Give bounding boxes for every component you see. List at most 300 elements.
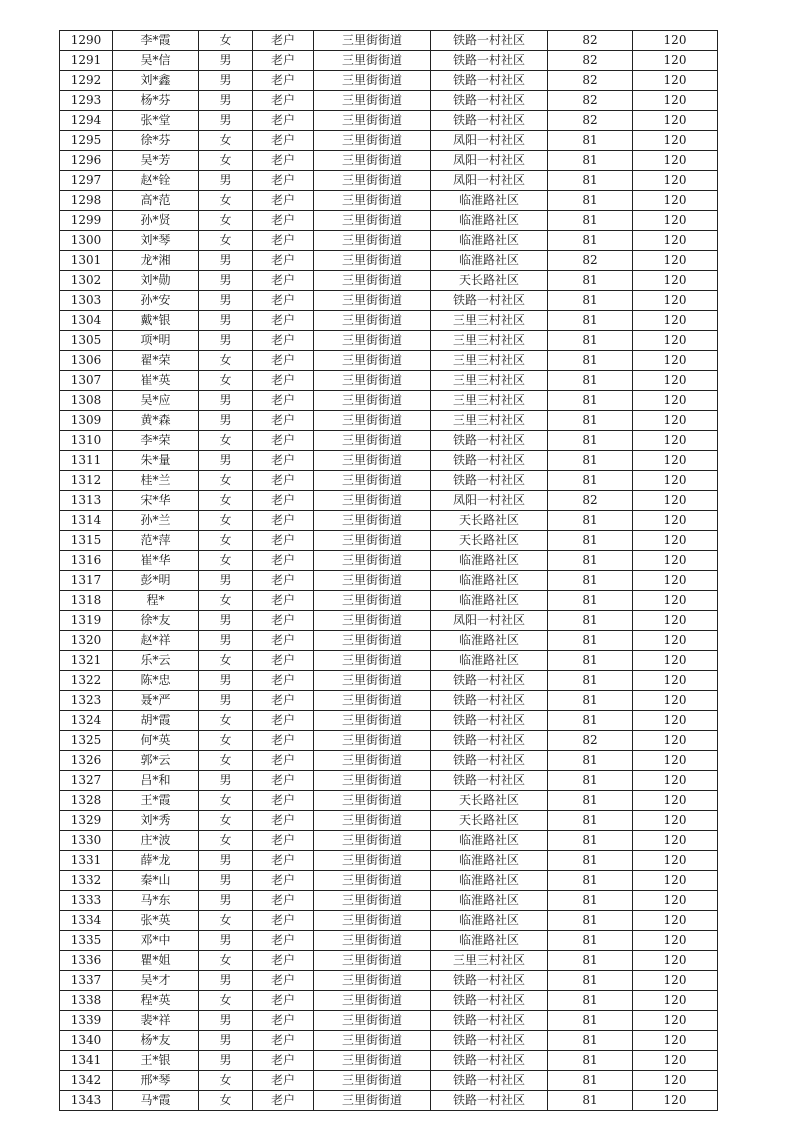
cell-type: 老户 [253, 1071, 314, 1091]
cell-type: 老户 [253, 951, 314, 971]
cell-amount: 120 [633, 771, 718, 791]
cell-gender: 女 [199, 791, 253, 811]
table-row [60, 91, 718, 111]
cell-id: 1307 [60, 371, 113, 391]
cell-street: 三里街街道 [314, 491, 431, 511]
cell-amount: 120 [633, 211, 718, 231]
cell-id: 1297 [60, 171, 113, 191]
cell-street: 三里街街道 [314, 691, 431, 711]
cell-street: 三里街街道 [314, 591, 431, 611]
roster-table [59, 30, 718, 1111]
cell-amount: 120 [633, 591, 718, 611]
cell-name: 吕*和 [113, 771, 199, 791]
table-row [60, 491, 718, 511]
cell-street: 三里街街道 [314, 911, 431, 931]
cell-gender: 女 [199, 711, 253, 731]
cell-street: 三里街街道 [314, 311, 431, 331]
cell-gender: 女 [199, 371, 253, 391]
cell-amount: 120 [633, 371, 718, 391]
table-row [60, 751, 718, 771]
cell-street: 三里街街道 [314, 1051, 431, 1071]
cell-name: 刘*鑫 [113, 71, 199, 91]
cell-amount: 120 [633, 571, 718, 591]
cell-name: 崔*华 [113, 551, 199, 571]
cell-type: 老户 [253, 71, 314, 91]
cell-gender: 女 [199, 991, 253, 1011]
cell-name: 程* [113, 591, 199, 611]
cell-age: 81 [548, 1011, 633, 1031]
cell-type: 老户 [253, 91, 314, 111]
cell-amount: 120 [633, 831, 718, 851]
table-row [60, 1031, 718, 1051]
cell-name: 徐*友 [113, 611, 199, 631]
cell-community: 铁路一村社区 [431, 751, 548, 771]
cell-community: 三里三村社区 [431, 311, 548, 331]
cell-gender: 女 [199, 751, 253, 771]
cell-id: 1300 [60, 231, 113, 251]
cell-type: 老户 [253, 851, 314, 871]
cell-street: 三里街街道 [314, 731, 431, 751]
cell-type: 老户 [253, 551, 314, 571]
cell-community: 三里三村社区 [431, 331, 548, 351]
cell-id: 1292 [60, 71, 113, 91]
cell-street: 三里街街道 [314, 351, 431, 371]
cell-id: 1329 [60, 811, 113, 831]
cell-amount: 120 [633, 331, 718, 351]
cell-community: 铁路一村社区 [431, 671, 548, 691]
cell-id: 1317 [60, 571, 113, 591]
cell-community: 铁路一村社区 [431, 711, 548, 731]
cell-id: 1335 [60, 931, 113, 951]
cell-gender: 男 [199, 291, 253, 311]
cell-age: 81 [548, 311, 633, 331]
cell-gender: 女 [199, 151, 253, 171]
cell-name: 胡*霞 [113, 711, 199, 731]
cell-name: 孙*兰 [113, 511, 199, 531]
cell-amount: 120 [633, 791, 718, 811]
cell-age: 81 [548, 971, 633, 991]
cell-type: 老户 [253, 31, 314, 51]
cell-name: 杨*友 [113, 1031, 199, 1051]
cell-gender: 女 [199, 831, 253, 851]
cell-age: 81 [548, 531, 633, 551]
cell-community: 铁路一村社区 [431, 431, 548, 451]
cell-community: 天长路社区 [431, 271, 548, 291]
cell-amount: 120 [633, 931, 718, 951]
cell-community: 凤阳一村社区 [431, 151, 548, 171]
cell-street: 三里街街道 [314, 1071, 431, 1091]
table-row [60, 311, 718, 331]
cell-amount: 120 [633, 991, 718, 1011]
cell-amount: 120 [633, 711, 718, 731]
table-row [60, 411, 718, 431]
cell-amount: 120 [633, 171, 718, 191]
cell-amount: 120 [633, 451, 718, 471]
cell-type: 老户 [253, 771, 314, 791]
cell-type: 老户 [253, 271, 314, 291]
cell-age: 82 [548, 111, 633, 131]
table-row [60, 951, 718, 971]
cell-community: 铁路一村社区 [431, 1071, 548, 1091]
cell-gender: 女 [199, 1091, 253, 1111]
cell-age: 81 [548, 291, 633, 311]
cell-street: 三里街街道 [314, 891, 431, 911]
cell-street: 三里街街道 [314, 131, 431, 151]
cell-name: 裴*祥 [113, 1011, 199, 1031]
cell-name: 吴*芳 [113, 151, 199, 171]
cell-id: 1321 [60, 651, 113, 671]
cell-community: 临淮路社区 [431, 231, 548, 251]
table-row [60, 811, 718, 831]
cell-street: 三里街街道 [314, 211, 431, 231]
cell-street: 三里街街道 [314, 451, 431, 471]
cell-type: 老户 [253, 671, 314, 691]
cell-age: 81 [548, 911, 633, 931]
cell-name: 彭*明 [113, 571, 199, 591]
cell-name: 刘*琴 [113, 231, 199, 251]
cell-gender: 男 [199, 1011, 253, 1031]
cell-gender: 男 [199, 931, 253, 951]
cell-street: 三里街街道 [314, 971, 431, 991]
cell-type: 老户 [253, 1091, 314, 1111]
cell-amount: 120 [633, 911, 718, 931]
cell-age: 81 [548, 511, 633, 531]
cell-age: 81 [548, 431, 633, 451]
cell-id: 1299 [60, 211, 113, 231]
cell-id: 1339 [60, 1011, 113, 1031]
cell-age: 81 [548, 751, 633, 771]
cell-street: 三里街街道 [314, 831, 431, 851]
cell-age: 81 [548, 891, 633, 911]
cell-name: 龙*湘 [113, 251, 199, 271]
cell-amount: 120 [633, 31, 718, 51]
cell-amount: 120 [633, 1051, 718, 1071]
cell-age: 82 [548, 51, 633, 71]
cell-amount: 120 [633, 871, 718, 891]
cell-gender: 女 [199, 31, 253, 51]
cell-gender: 男 [199, 91, 253, 111]
table-row [60, 171, 718, 191]
cell-age: 81 [548, 571, 633, 591]
cell-name: 宋*华 [113, 491, 199, 511]
cell-gender: 男 [199, 631, 253, 651]
cell-amount: 120 [633, 631, 718, 651]
cell-id: 1302 [60, 271, 113, 291]
cell-name: 赵*铨 [113, 171, 199, 191]
cell-community: 铁路一村社区 [431, 51, 548, 71]
cell-type: 老户 [253, 911, 314, 931]
cell-id: 1308 [60, 391, 113, 411]
cell-street: 三里街街道 [314, 391, 431, 411]
cell-id: 1309 [60, 411, 113, 431]
cell-amount: 120 [633, 511, 718, 531]
table-row [60, 71, 718, 91]
cell-community: 铁路一村社区 [431, 471, 548, 491]
cell-gender: 男 [199, 611, 253, 631]
cell-age: 81 [548, 671, 633, 691]
table-row [60, 51, 718, 71]
cell-id: 1290 [60, 31, 113, 51]
cell-street: 三里街街道 [314, 231, 431, 251]
cell-community: 铁路一村社区 [431, 1011, 548, 1031]
table-row [60, 591, 718, 611]
cell-community: 临淮路社区 [431, 591, 548, 611]
cell-gender: 女 [199, 651, 253, 671]
table-row [60, 131, 718, 151]
cell-community: 临淮路社区 [431, 891, 548, 911]
cell-street: 三里街街道 [314, 271, 431, 291]
cell-name: 陈*忠 [113, 671, 199, 691]
cell-amount: 120 [633, 751, 718, 771]
table-row [60, 111, 718, 131]
cell-amount: 120 [633, 51, 718, 71]
cell-age: 81 [548, 951, 633, 971]
table-row [60, 291, 718, 311]
cell-type: 老户 [253, 931, 314, 951]
cell-age: 81 [548, 331, 633, 351]
cell-community: 铁路一村社区 [431, 731, 548, 751]
cell-age: 81 [548, 191, 633, 211]
cell-id: 1342 [60, 1071, 113, 1091]
cell-gender: 男 [199, 391, 253, 411]
cell-age: 81 [548, 231, 633, 251]
cell-gender: 女 [199, 491, 253, 511]
cell-street: 三里街街道 [314, 531, 431, 551]
cell-gender: 女 [199, 591, 253, 611]
table-row [60, 191, 718, 211]
cell-age: 81 [548, 391, 633, 411]
cell-gender: 女 [199, 351, 253, 371]
cell-street: 三里街街道 [314, 611, 431, 631]
cell-id: 1298 [60, 191, 113, 211]
table-row [60, 451, 718, 471]
cell-community: 三里三村社区 [431, 951, 548, 971]
table-row [60, 611, 718, 631]
cell-id: 1303 [60, 291, 113, 311]
cell-amount: 120 [633, 551, 718, 571]
cell-community: 三里三村社区 [431, 351, 548, 371]
table-row [60, 151, 718, 171]
table-row [60, 1051, 718, 1071]
cell-id: 1330 [60, 831, 113, 851]
table-row [60, 791, 718, 811]
cell-street: 三里街街道 [314, 951, 431, 971]
table-row [60, 711, 718, 731]
cell-amount: 120 [633, 291, 718, 311]
cell-type: 老户 [253, 971, 314, 991]
cell-street: 三里街街道 [314, 671, 431, 691]
cell-id: 1305 [60, 331, 113, 351]
cell-community: 三里三村社区 [431, 371, 548, 391]
cell-id: 1310 [60, 431, 113, 451]
table-row [60, 471, 718, 491]
cell-gender: 女 [199, 951, 253, 971]
cell-amount: 120 [633, 431, 718, 451]
cell-street: 三里街街道 [314, 791, 431, 811]
cell-street: 三里街街道 [314, 91, 431, 111]
cell-id: 1314 [60, 511, 113, 531]
cell-community: 铁路一村社区 [431, 31, 548, 51]
cell-gender: 女 [199, 211, 253, 231]
cell-type: 老户 [253, 871, 314, 891]
cell-gender: 男 [199, 871, 253, 891]
cell-name: 杨*芬 [113, 91, 199, 111]
cell-gender: 女 [199, 231, 253, 251]
table-row [60, 571, 718, 591]
cell-age: 81 [548, 411, 633, 431]
cell-community: 铁路一村社区 [431, 91, 548, 111]
cell-name: 王*银 [113, 1051, 199, 1071]
cell-id: 1295 [60, 131, 113, 151]
cell-community: 铁路一村社区 [431, 691, 548, 711]
cell-gender: 男 [199, 111, 253, 131]
table-row [60, 651, 718, 671]
cell-type: 老户 [253, 811, 314, 831]
cell-name: 孙*安 [113, 291, 199, 311]
cell-id: 1315 [60, 531, 113, 551]
cell-name: 高*范 [113, 191, 199, 211]
cell-age: 82 [548, 71, 633, 91]
roster-body [60, 31, 718, 1111]
cell-name: 刘*秀 [113, 811, 199, 831]
cell-street: 三里街街道 [314, 251, 431, 271]
cell-id: 1291 [60, 51, 113, 71]
table-row [60, 211, 718, 231]
cell-amount: 120 [633, 731, 718, 751]
table-row [60, 271, 718, 291]
cell-amount: 120 [633, 91, 718, 111]
cell-type: 老户 [253, 371, 314, 391]
cell-id: 1331 [60, 851, 113, 871]
cell-type: 老户 [253, 411, 314, 431]
cell-community: 临淮路社区 [431, 571, 548, 591]
cell-street: 三里街街道 [314, 71, 431, 91]
cell-name: 邓*中 [113, 931, 199, 951]
table-row [60, 871, 718, 891]
cell-name: 张*英 [113, 911, 199, 931]
cell-gender: 男 [199, 71, 253, 91]
cell-age: 81 [548, 871, 633, 891]
cell-street: 三里街街道 [314, 711, 431, 731]
cell-name: 李*荣 [113, 431, 199, 451]
cell-community: 临淮路社区 [431, 631, 548, 651]
cell-id: 1323 [60, 691, 113, 711]
cell-amount: 120 [633, 891, 718, 911]
cell-age: 81 [548, 931, 633, 951]
cell-gender: 女 [199, 511, 253, 531]
cell-name: 朱*量 [113, 451, 199, 471]
cell-street: 三里街街道 [314, 51, 431, 71]
cell-amount: 120 [633, 1091, 718, 1111]
cell-street: 三里街街道 [314, 631, 431, 651]
cell-amount: 120 [633, 391, 718, 411]
table-row [60, 931, 718, 951]
cell-street: 三里街街道 [314, 371, 431, 391]
cell-community: 铁路一村社区 [431, 991, 548, 1011]
cell-community: 临淮路社区 [431, 831, 548, 851]
cell-id: 1343 [60, 1091, 113, 1111]
cell-gender: 男 [199, 671, 253, 691]
cell-age: 81 [548, 1031, 633, 1051]
cell-id: 1296 [60, 151, 113, 171]
cell-type: 老户 [253, 751, 314, 771]
cell-street: 三里街街道 [314, 871, 431, 891]
cell-type: 老户 [253, 171, 314, 191]
table-row [60, 631, 718, 651]
cell-street: 三里街街道 [314, 651, 431, 671]
cell-gender: 女 [199, 431, 253, 451]
cell-type: 老户 [253, 391, 314, 411]
table-row [60, 991, 718, 1011]
cell-id: 1320 [60, 631, 113, 651]
cell-type: 老户 [253, 51, 314, 71]
cell-gender: 男 [199, 771, 253, 791]
table-row [60, 1011, 718, 1031]
cell-community: 临淮路社区 [431, 931, 548, 951]
cell-type: 老户 [253, 1051, 314, 1071]
cell-type: 老户 [253, 791, 314, 811]
cell-type: 老户 [253, 571, 314, 591]
cell-id: 1328 [60, 791, 113, 811]
cell-age: 81 [548, 371, 633, 391]
cell-age: 82 [548, 491, 633, 511]
cell-street: 三里街街道 [314, 331, 431, 351]
cell-id: 1338 [60, 991, 113, 1011]
cell-street: 三里街街道 [314, 571, 431, 591]
cell-age: 81 [548, 611, 633, 631]
cell-community: 铁路一村社区 [431, 111, 548, 131]
cell-community: 铁路一村社区 [431, 1031, 548, 1051]
table-row [60, 671, 718, 691]
cell-id: 1304 [60, 311, 113, 331]
cell-id: 1332 [60, 871, 113, 891]
cell-street: 三里街街道 [314, 811, 431, 831]
cell-community: 凤阳一村社区 [431, 131, 548, 151]
cell-type: 老户 [253, 691, 314, 711]
cell-name: 郭*云 [113, 751, 199, 771]
cell-amount: 120 [633, 1071, 718, 1091]
cell-id: 1294 [60, 111, 113, 131]
cell-gender: 女 [199, 131, 253, 151]
cell-amount: 120 [633, 251, 718, 271]
cell-street: 三里街街道 [314, 411, 431, 431]
cell-gender: 女 [199, 731, 253, 751]
cell-type: 老户 [253, 731, 314, 751]
cell-age: 81 [548, 271, 633, 291]
cell-age: 81 [548, 591, 633, 611]
cell-community: 天长路社区 [431, 531, 548, 551]
cell-community: 铁路一村社区 [431, 291, 548, 311]
cell-name: 程*英 [113, 991, 199, 1011]
cell-amount: 120 [633, 671, 718, 691]
table-row [60, 551, 718, 571]
cell-age: 81 [548, 211, 633, 231]
cell-name: 何*英 [113, 731, 199, 751]
cell-name: 崔*英 [113, 371, 199, 391]
table-row [60, 691, 718, 711]
cell-type: 老户 [253, 1011, 314, 1031]
cell-street: 三里街街道 [314, 991, 431, 1011]
cell-amount: 120 [633, 971, 718, 991]
cell-type: 老户 [253, 351, 314, 371]
cell-gender: 男 [199, 331, 253, 351]
cell-name: 王*霞 [113, 791, 199, 811]
cell-name: 吴*应 [113, 391, 199, 411]
cell-street: 三里街街道 [314, 551, 431, 571]
cell-community: 临淮路社区 [431, 911, 548, 931]
cell-name: 李*霞 [113, 31, 199, 51]
cell-gender: 男 [199, 1051, 253, 1071]
